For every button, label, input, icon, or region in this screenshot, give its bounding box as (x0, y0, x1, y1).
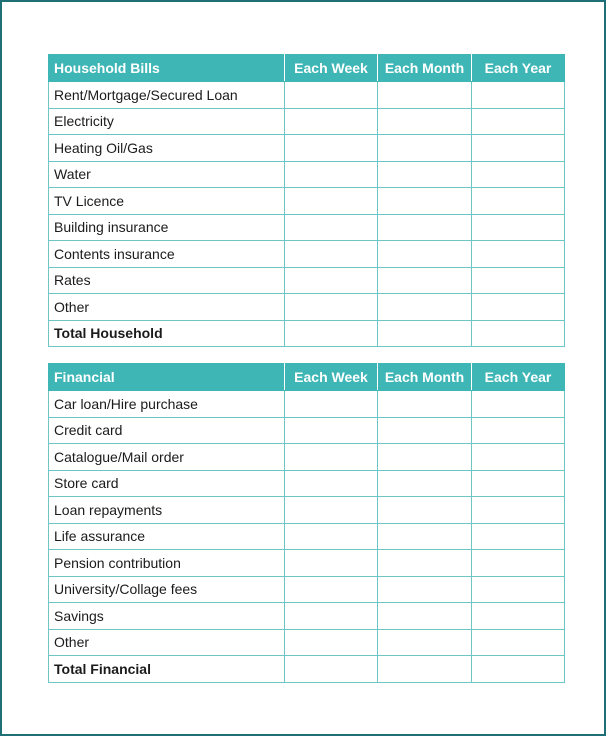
week-amount-cell[interactable] (285, 523, 378, 550)
year-amount-cell[interactable] (472, 267, 565, 294)
total-label: Total Household (49, 320, 285, 347)
each-week-column-header: Each Week (285, 55, 378, 82)
table-row (49, 603, 565, 630)
year-amount-cell[interactable] (472, 470, 565, 497)
week-amount-cell[interactable] (285, 161, 378, 188)
month-amount-cell[interactable] (378, 241, 472, 268)
row-label: Store card (49, 470, 285, 497)
total-row (49, 320, 565, 347)
week-amount-cell[interactable] (285, 629, 378, 656)
month-amount-cell[interactable] (378, 576, 472, 603)
week-amount-cell[interactable] (285, 135, 378, 162)
year-amount-cell[interactable] (472, 497, 565, 524)
month-amount-cell[interactable] (378, 391, 472, 418)
month-amount-cell[interactable] (378, 550, 472, 577)
table-row (49, 135, 565, 162)
table-row (49, 470, 565, 497)
year-amount-cell[interactable] (472, 108, 565, 135)
row-label: TV Licence (49, 188, 285, 215)
month-amount-cell[interactable] (378, 188, 472, 215)
year-amount-cell[interactable] (472, 188, 565, 215)
row-label: Building insurance (49, 214, 285, 241)
week-amount-cell[interactable] (285, 214, 378, 241)
month-amount-cell[interactable] (378, 629, 472, 656)
row-label: Contents insurance (49, 241, 285, 268)
each-year-column-header: Each Year (472, 55, 565, 82)
total-label: Total Financial (49, 656, 285, 683)
year-amount-cell[interactable] (472, 629, 565, 656)
month-amount-cell[interactable] (378, 267, 472, 294)
each-month-column-header: Each Month (378, 364, 472, 391)
row-label: Credit card (49, 417, 285, 444)
table-row (49, 161, 565, 188)
row-label: Catalogue/Mail order (49, 444, 285, 471)
table-row (49, 188, 565, 215)
row-label: Other (49, 629, 285, 656)
row-label: Water (49, 161, 285, 188)
week-amount-cell[interactable] (285, 320, 378, 347)
row-label: Heating Oil/Gas (49, 135, 285, 162)
year-amount-cell[interactable] (472, 550, 565, 577)
table-row (49, 214, 565, 241)
table-header-row (49, 364, 565, 391)
month-amount-cell[interactable] (378, 320, 472, 347)
table-row (49, 241, 565, 268)
year-amount-cell[interactable] (472, 576, 565, 603)
month-amount-cell[interactable] (378, 656, 472, 683)
week-amount-cell[interactable] (285, 656, 378, 683)
table-row (49, 417, 565, 444)
table-row (49, 629, 565, 656)
table-row (49, 497, 565, 524)
each-year-column-header: Each Year (472, 364, 565, 391)
week-amount-cell[interactable] (285, 391, 378, 418)
week-amount-cell[interactable] (285, 576, 378, 603)
row-label: Loan repayments (49, 497, 285, 524)
financial-heading: Financial (49, 364, 285, 391)
row-label: Life assurance (49, 523, 285, 550)
row-label: Rates (49, 267, 285, 294)
month-amount-cell[interactable] (378, 523, 472, 550)
year-amount-cell[interactable] (472, 417, 565, 444)
row-label: Rent/Mortgage/Secured Loan (49, 82, 285, 109)
month-amount-cell[interactable] (378, 417, 472, 444)
week-amount-cell[interactable] (285, 294, 378, 321)
year-amount-cell[interactable] (472, 82, 565, 109)
year-amount-cell[interactable] (472, 656, 565, 683)
table-row (49, 523, 565, 550)
year-amount-cell[interactable] (472, 294, 565, 321)
week-amount-cell[interactable] (285, 497, 378, 524)
week-amount-cell[interactable] (285, 82, 378, 109)
month-amount-cell[interactable] (378, 135, 472, 162)
household-bills-table (48, 54, 565, 347)
year-amount-cell[interactable] (472, 161, 565, 188)
row-label: Savings (49, 603, 285, 630)
month-amount-cell[interactable] (378, 603, 472, 630)
year-amount-cell[interactable] (472, 523, 565, 550)
household-bills-heading: Household Bills (49, 55, 285, 82)
month-amount-cell[interactable] (378, 497, 472, 524)
table-header-row (49, 55, 565, 82)
week-amount-cell[interactable] (285, 241, 378, 268)
table-row (49, 108, 565, 135)
total-row (49, 656, 565, 683)
financial-table (48, 363, 565, 683)
year-amount-cell[interactable] (472, 603, 565, 630)
month-amount-cell[interactable] (378, 161, 472, 188)
table-row (49, 294, 565, 321)
week-amount-cell[interactable] (285, 470, 378, 497)
week-amount-cell[interactable] (285, 550, 378, 577)
year-amount-cell[interactable] (472, 214, 565, 241)
table-row (49, 391, 565, 418)
row-label: Other (49, 294, 285, 321)
year-amount-cell[interactable] (472, 320, 565, 347)
year-amount-cell[interactable] (472, 241, 565, 268)
table-row (49, 267, 565, 294)
row-label: University/Collage fees (49, 576, 285, 603)
month-amount-cell[interactable] (378, 214, 472, 241)
table-row (49, 82, 565, 109)
year-amount-cell[interactable] (472, 135, 565, 162)
month-amount-cell[interactable] (378, 444, 472, 471)
each-month-column-header: Each Month (378, 55, 472, 82)
week-amount-cell[interactable] (285, 444, 378, 471)
month-amount-cell[interactable] (378, 108, 472, 135)
week-amount-cell[interactable] (285, 603, 378, 630)
each-week-column-header: Each Week (285, 364, 378, 391)
row-label: Electricity (49, 108, 285, 135)
row-label: Pension contribution (49, 550, 285, 577)
week-amount-cell[interactable] (285, 267, 378, 294)
year-amount-cell[interactable] (472, 391, 565, 418)
table-row (49, 550, 565, 577)
week-amount-cell[interactable] (285, 417, 378, 444)
table-row (49, 576, 565, 603)
month-amount-cell[interactable] (378, 294, 472, 321)
row-label: Car loan/Hire purchase (49, 391, 285, 418)
month-amount-cell[interactable] (378, 82, 472, 109)
month-amount-cell[interactable] (378, 470, 472, 497)
table-row (49, 444, 565, 471)
week-amount-cell[interactable] (285, 108, 378, 135)
week-amount-cell[interactable] (285, 188, 378, 215)
year-amount-cell[interactable] (472, 444, 565, 471)
